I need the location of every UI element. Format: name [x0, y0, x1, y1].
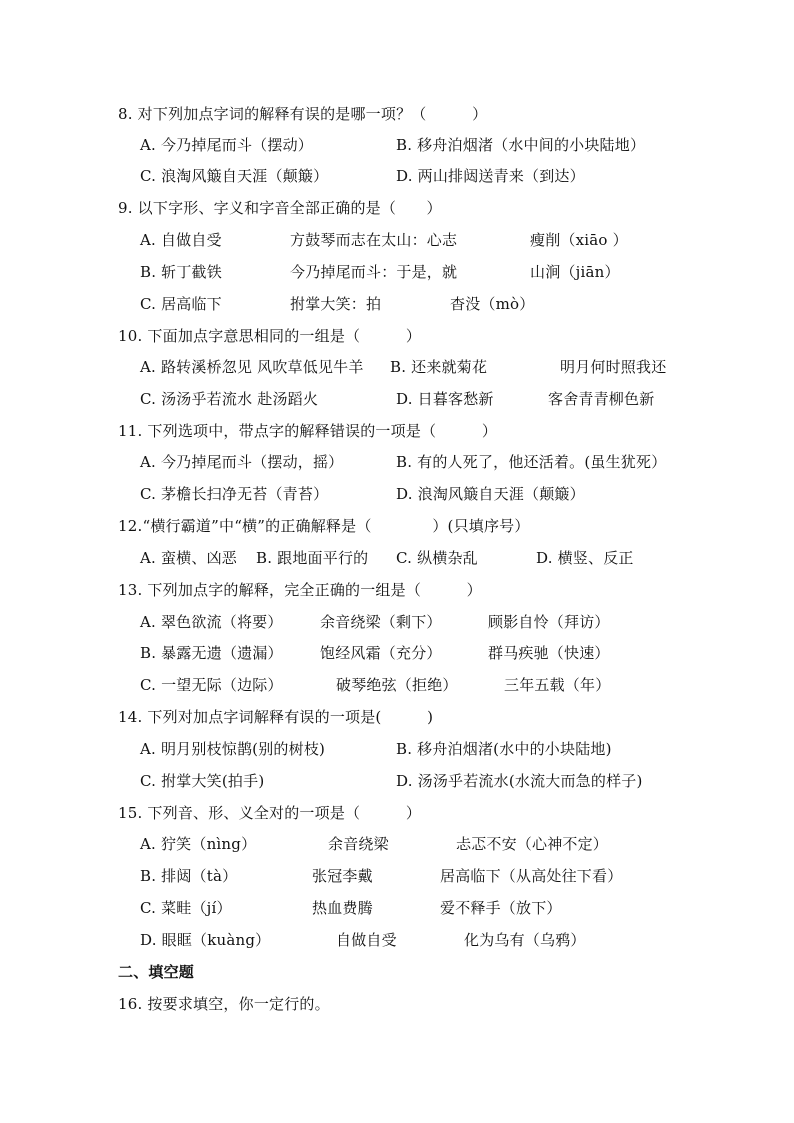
option-c: C. 一望无际（边际）	[140, 676, 283, 694]
option-b: B. 跟地面平行的	[256, 549, 369, 567]
option-b: B. 排闼（tà）	[140, 867, 238, 885]
option-d: D. 汤汤乎若流水(水流大而急的样子)	[396, 772, 643, 790]
section-heading: 二、填空题	[118, 963, 195, 981]
question-12-stem: 12.“横行霸道”中“横”的正确解释是（ ）(只填序号）	[118, 517, 530, 535]
option-c-part-3: 三年五载（年）	[504, 676, 611, 694]
option-b-part-2: 明月何时照我还	[560, 358, 667, 376]
question-10-stem: 10. 下面加点字意思相同的一组是（ ）	[118, 327, 422, 345]
option-d: D. 浪淘风簸自天涯（颠簸）	[396, 485, 585, 503]
question-13-row-1	[140, 612, 700, 632]
option-b-part-2: 张冠李戴	[312, 867, 373, 885]
option-b-part-3: 山涧（jiān）	[530, 263, 620, 281]
question-8-row-1	[140, 135, 700, 155]
option-a: A. 翠色欲流（将要）	[140, 613, 283, 631]
option-a-part-2: 余音绕梁（剩下）	[320, 613, 442, 631]
question-11-row-2	[140, 484, 700, 504]
option-b-part-3: 居高临下（从高处往下看）	[440, 867, 623, 885]
question-15-row-2	[140, 866, 700, 886]
option-d-part-2: 自做自受	[336, 931, 397, 949]
option-b-part-2: 今乃掉尾而斗：于是，就	[290, 263, 458, 281]
option-a-part-3: 忐忑不安（心神不定）	[456, 835, 609, 853]
option-d: D. 两山排闼送青来（到达）	[396, 167, 585, 185]
option-b: B. 还来就菊花	[390, 358, 488, 376]
option-c: C. 浪淘风簸自天涯（颠簸）	[140, 167, 329, 185]
question-13-row-3	[140, 675, 700, 695]
question-16-stem: 16. 按要求填空，你一定行的。	[118, 995, 330, 1013]
question-10-row-2	[140, 389, 700, 409]
option-c: C. 纵横杂乱	[396, 549, 478, 567]
option-b-part-2: 饱经风霜（充分）	[320, 644, 442, 662]
option-d: D. 横竖、反正	[536, 549, 634, 567]
option-b: B. 有的人死了，他还活着。(虽生犹死）	[396, 453, 667, 471]
question-11-row-1	[140, 452, 700, 472]
question-15-row-4	[140, 930, 700, 950]
question-9-row-2	[140, 262, 700, 282]
option-b-part-3: 群马疾驰（快速）	[488, 644, 610, 662]
option-b: B. 移舟泊烟渚（水中间的小块陆地）	[396, 136, 646, 154]
question-15-row-3	[140, 898, 700, 918]
option-a-part-2: 余音绕梁	[328, 835, 389, 853]
question-14-stem: 14. 下列对加点字词解释有误的一项是( )	[118, 708, 434, 726]
option-d: D. 日暮客愁新	[396, 390, 494, 408]
question-13-stem: 13. 下列加点字的解释，完全正确的一组是（ ）	[118, 581, 482, 599]
option-a: A. 明月别枝惊鹊(别的树枝)	[140, 740, 326, 758]
question-9-row-1	[140, 230, 700, 250]
question-9-stem: 9. 以下字形、字义和字音全部正确的是（ ）	[118, 199, 442, 217]
option-d-part-3: 化为乌有（乌鸦）	[464, 931, 586, 949]
option-d: D. 眼眶（kuàng）	[140, 931, 271, 949]
option-b: B. 暴露无遗（遗漏）	[140, 644, 283, 662]
option-d-part-2: 客舍青青柳色新	[548, 390, 655, 408]
option-a-part-2: 方鼓琴而志在太山：心志	[290, 231, 458, 249]
question-13-row-2	[140, 643, 700, 663]
question-15-row-1	[140, 834, 700, 854]
option-c: C. 居高临下	[140, 295, 222, 313]
option-c-part-3: 爱不释手（放下）	[440, 899, 562, 917]
option-c-part-2: 热血费腾	[312, 899, 373, 917]
question-8-row-2	[140, 166, 700, 186]
option-c-part-2: 破琴绝弦（拒绝）	[336, 676, 458, 694]
option-a: A. 路转溪桥忽见 风吹草低见牛羊	[140, 358, 364, 376]
option-a-part-3: 瘦削（xiāo ）	[530, 231, 628, 249]
option-a: A. 今乃掉尾而斗（摆动，摇）	[140, 453, 344, 471]
option-c-part-2: 拊掌大笑：拍	[290, 295, 382, 313]
option-b: B. 移舟泊烟渚(水中的小块陆地)	[396, 740, 612, 758]
question-9-row-3	[140, 294, 700, 314]
option-c: C. 茅檐长扫净无苔（青苔）	[140, 485, 329, 503]
question-14-row-2	[140, 771, 700, 791]
question-15-stem: 15. 下列音、形、义全对的一项是（ ）	[118, 804, 422, 822]
option-c: C. 汤汤乎若流水 赴汤蹈火	[140, 390, 319, 408]
question-14-row-1	[140, 739, 700, 759]
question-8-stem: 8. 对下列加点字词的解释有误的是哪一项？（ ）	[118, 105, 488, 123]
option-c: C. 菜畦（jí）	[140, 899, 232, 917]
option-a-part-3: 顾影自怜（拜访）	[488, 613, 610, 631]
option-a: A. 狞笑（nìng）	[140, 835, 257, 853]
question-12-row-1	[140, 548, 700, 568]
option-b: B. 斩丁截铁	[140, 263, 222, 281]
option-a: A. 蛮横、凶恶	[140, 549, 237, 567]
option-c-part-3: 杳没（mò）	[450, 295, 535, 313]
question-10-row-1	[140, 357, 700, 377]
option-c: C. 拊掌大笑(拍手)	[140, 772, 265, 790]
question-11-stem: 11. 下列选项中，带点字的解释错误的一项是（ ）	[118, 422, 498, 440]
option-a: A. 自做自受	[140, 231, 222, 249]
option-a: A. 今乃掉尾而斗（摆动）	[140, 136, 313, 154]
